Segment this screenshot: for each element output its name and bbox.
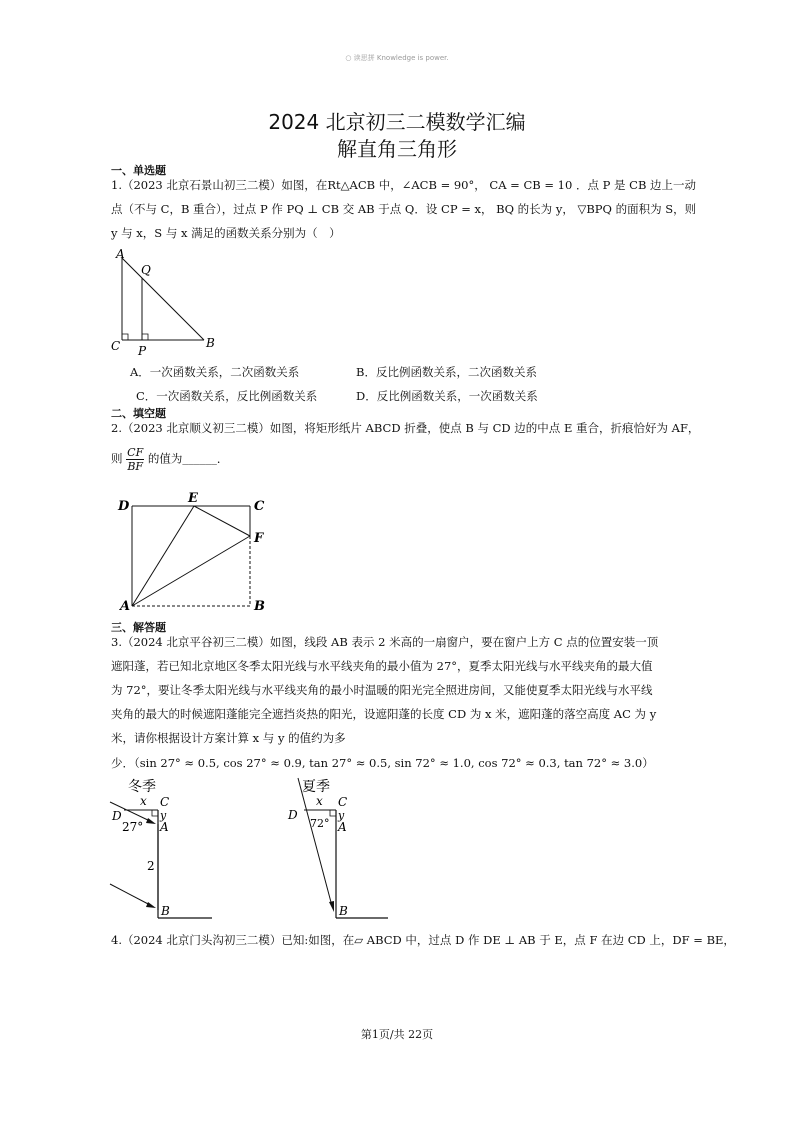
q1-label-p: P	[138, 344, 147, 358]
summer-label-b: B	[339, 904, 348, 918]
summer-label-c: C	[338, 795, 348, 809]
q1-option-b: B．反比例函数关系，二次函数关系	[356, 365, 537, 379]
summer-label-d: D	[288, 808, 298, 822]
winter-label-d: D	[112, 809, 122, 823]
winter-length: 2	[147, 859, 155, 873]
summer-label-x: x	[316, 794, 323, 808]
q2-label-d: D	[118, 499, 130, 514]
q1-label-c: C	[111, 339, 121, 353]
winter-label-a: A	[160, 820, 169, 834]
q3-line-5: 米，请你根据设计方案计算 x 与 y 的值约为多	[111, 731, 346, 745]
q3-line-6: 少．（sin 27° ≈ 0.5, cos 27° ≈ 0.9, tan 27° ≈ 0.5, sin 72° ≈ 1.0, cos 72° ≈ 0.3, tan 72° ≈ 3.0）	[111, 756, 654, 770]
q2-prefix: 则	[111, 451, 123, 466]
summer-angle: 72°	[310, 817, 330, 830]
q3-line-2: 遮阳蓬，若已知北京地区冬季太阳光线与水平线夹角的最小值为 27°，夏季太阳光线与水平线夹角的最大值	[111, 659, 653, 673]
winter-label-x: x	[140, 794, 147, 808]
q1-option-d: D．反比例函数关系，一次函数关系	[356, 389, 538, 403]
q2-label-f: F	[254, 531, 264, 546]
q2-fraction-denominator: BF	[127, 460, 144, 473]
q1-line-1: 1.（2023 北京石景山初三二模）如图，在Rt△ACB 中，∠ACB = 90°， CA = CB = 10 ．点 P 是 CB 边上一动	[111, 178, 697, 192]
q1-option-a: A．一次函数关系，二次函数关系	[130, 365, 300, 379]
winter-label-b: B	[161, 904, 170, 918]
q1-option-c: C．一次函数关系，反比例函数关系	[136, 389, 318, 403]
q2-suffix: 的值为______．	[147, 451, 229, 466]
q2-fraction-numerator: CF	[127, 446, 144, 459]
q2-line-2	[111, 446, 228, 473]
winter-label-y: y	[160, 809, 167, 822]
page-title: 2024 北京初三二模数学汇编	[268, 110, 526, 134]
q2-rectangle-figure	[110, 486, 280, 616]
watermark: ○ 读思拼 Knowledge is power.	[345, 54, 449, 62]
q3-summer-figure	[280, 774, 394, 926]
q1-label-a: A	[116, 247, 125, 261]
page-subtitle: 解直角三角形	[337, 137, 457, 161]
page-footer: 第1页/共 22页	[360, 1028, 434, 1041]
summer-title: 夏季	[302, 779, 330, 795]
q2-label-c: C	[254, 499, 265, 514]
winter-title: 冬季	[128, 779, 156, 795]
q2-fraction	[126, 446, 144, 473]
q2-label-a: A	[120, 599, 131, 614]
section-fill-blank: 二、填空题	[111, 407, 166, 420]
q2-line-1: 2.（2023 北京顺义初三二模）如图，将矩形纸片 ABCD 折叠，使点 B 与 CD 边的中点 E 重合，折痕恰好为 AF，	[111, 421, 700, 435]
winter-angle: 27°	[122, 820, 144, 834]
section-single-choice: 一、单选题	[111, 164, 166, 177]
summer-label-a: A	[338, 820, 347, 834]
winter-label-c: C	[160, 795, 170, 809]
q1-label-q: Q	[141, 263, 151, 277]
summer-label-y: y	[338, 809, 345, 822]
q3-line-3: 为 72°，要让冬季太阳光线与水平线夹角的最小时温暖的阳光完全照进房间，又能使夏季太阳光线与水平线	[111, 683, 653, 697]
q2-label-e: E	[188, 491, 198, 506]
q4-line-1: 4.（2024 北京门头沟初三二模）已知:如图，在▱ ABCD 中，过点 D 作 DE ⊥ AB 于 E，点 F 在边 CD 上，DF = BE，	[111, 933, 735, 947]
q3-line-4: 夹角的最大的时候遮阳蓬能完全遮挡炎热的阳光，设遮阳蓬的长度 CD 为 x 米，遮阳蓬的落空高度 AC 为 y	[111, 707, 657, 721]
q1-line-2: 点（不与 C，B 重合），过点 P 作 PQ ⊥ CB 交 AB 于点 Q．设 CP = x， BQ 的长为 y， ▽BPQ 的面积为 S，则	[111, 202, 697, 216]
q3-winter-figure	[106, 774, 220, 926]
section-answer: 三、解答题	[111, 621, 166, 634]
q1-triangle-figure	[108, 246, 218, 358]
q1-line-3: y 与 x，S 与 x 满足的函数关系分别为（ ）	[111, 226, 341, 240]
q2-label-b: B	[254, 599, 265, 614]
q3-line-1: 3.（2024 北京平谷初三二模）如图，线段 AB 表示 2 米高的一扇窗户，要在窗户上方 C 点的位置安装一顶	[111, 635, 659, 649]
q1-label-b: B	[206, 336, 215, 350]
